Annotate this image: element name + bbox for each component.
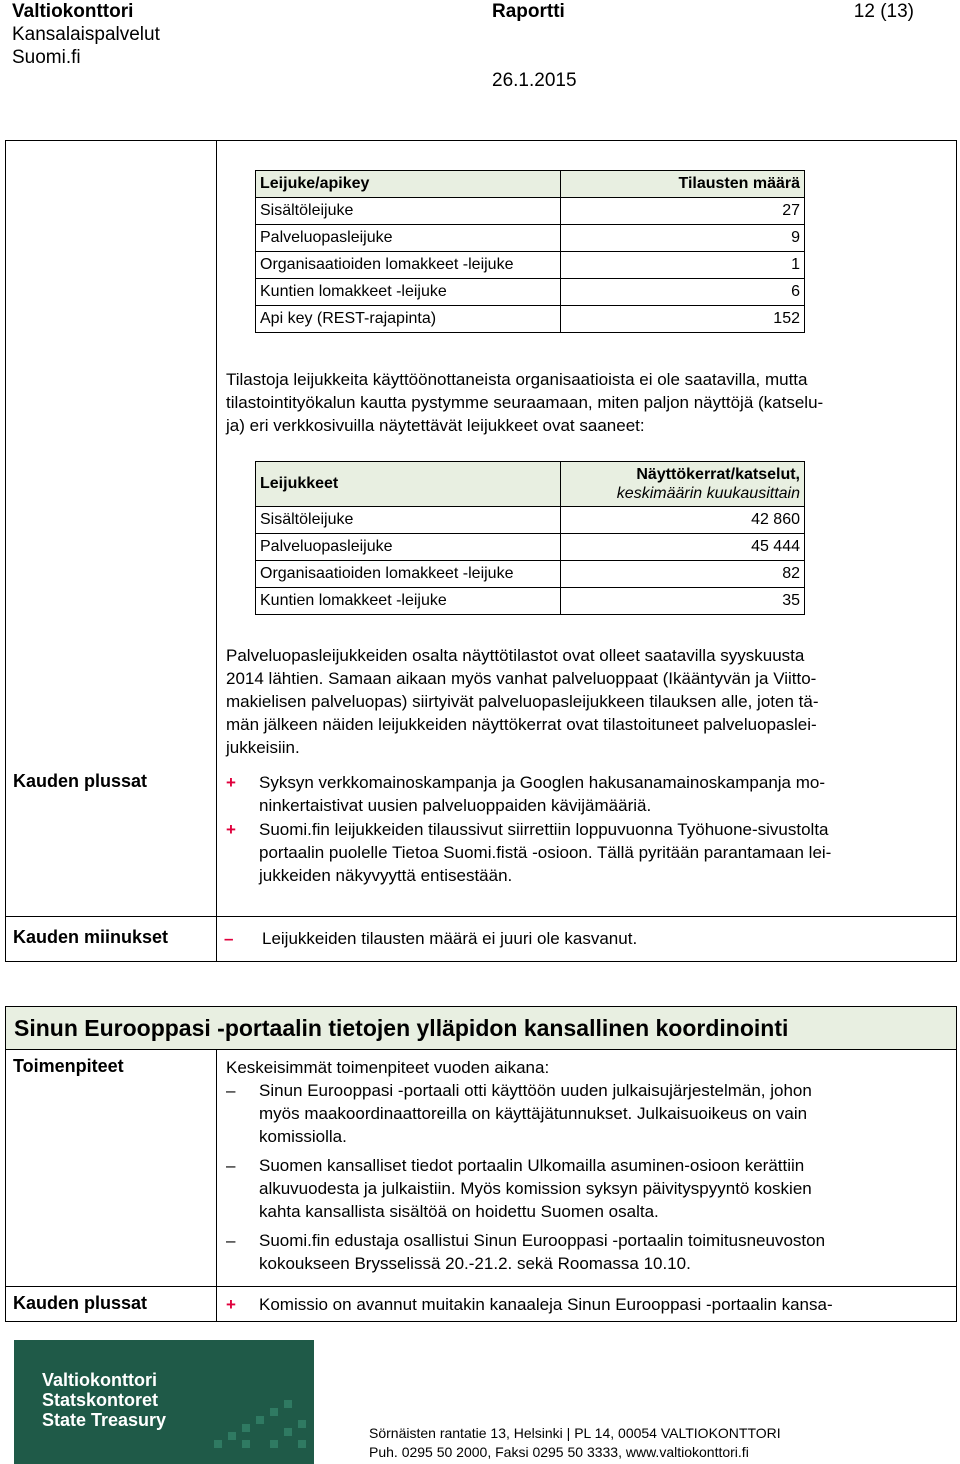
- table-cell: Palveluopasleijuke: [256, 225, 561, 252]
- table-cell: Organisaatioiden lomakkeet -leijuke: [256, 561, 561, 588]
- row-divider: [5, 1286, 957, 1287]
- plus-marker: +: [226, 773, 236, 792]
- table-cell: 6: [561, 279, 805, 306]
- table-row: [256, 225, 805, 252]
- logo-line: Statskontoret: [42, 1390, 159, 1410]
- table-cell: 82: [561, 561, 805, 588]
- table-cell: 27: [561, 198, 805, 225]
- table-cell: Sisältöleijuke: [256, 507, 561, 534]
- text-line: kahta kansallista sisältöä on hoidettu Suomen osalta.: [259, 1202, 659, 1221]
- table-cell: Kuntien lomakkeet -leijuke: [256, 588, 561, 615]
- header-line: Näyttökerrat/katselut,: [636, 466, 800, 483]
- dash-marker: –: [226, 1231, 236, 1250]
- page-number: 12 (13): [853, 1, 914, 22]
- text-line: ninkertaistivat uusien palveluoppaiden kävijämääriä.: [259, 796, 652, 815]
- text-line: Suomi.fin edustaja osallistui Sinun Eurooppasi -portaalin toimitusneuvoston: [259, 1231, 826, 1250]
- dash-marker: –: [226, 1081, 236, 1100]
- text-line: myös maakoordinaattoreilla on käyttäjätunnukset. Julkaisuoikeus on vain: [259, 1104, 808, 1123]
- palveluopas-paragraph: [226, 644, 819, 759]
- table-header-cell: Tilausten määrä: [561, 171, 805, 198]
- plus-text: Komissio on avannut muitakin kanaaleja Sinun Eurooppasi -portaalin kansa-: [259, 1295, 833, 1314]
- plussat-label: Kauden plussat: [13, 771, 148, 791]
- stats-paragraph: [226, 368, 823, 437]
- text-line: alkuvuodesta ja julkaistiin. Myös komission syksyn päivityspyyntö koskien: [259, 1179, 812, 1198]
- table-cell: Palveluopasleijuke: [256, 534, 561, 561]
- table-row: [256, 588, 805, 615]
- header-line: keskimäärin kuukausittain: [616, 485, 800, 502]
- action-item: [226, 1154, 812, 1223]
- miinukset-label: Kauden miinukset: [13, 927, 169, 947]
- org-name: Valtiokonttori: [12, 1, 134, 22]
- subscriptions-table: [255, 170, 805, 333]
- column-divider: [216, 1049, 217, 1322]
- plus-item: [226, 818, 831, 887]
- doc-type: Raportti: [492, 1, 565, 22]
- logo-line: State Treasury: [42, 1410, 167, 1430]
- minus-marker: –: [224, 929, 234, 948]
- section-title: Sinun Eurooppasi -portaalin tietojen ylläpidon kansallinen koordinointi: [5, 1006, 957, 1050]
- unit-name: Kansalaispalvelut: [12, 24, 160, 45]
- table-row: [256, 306, 805, 333]
- plus-item: [226, 771, 825, 817]
- text-line: jukkeisiin.: [226, 738, 300, 757]
- logo-text: [42, 1370, 166, 1430]
- logo-line: Valtiokonttori: [42, 1370, 158, 1390]
- valtiokonttori-logo: [14, 1340, 314, 1464]
- column-divider: [216, 140, 217, 962]
- text-line: kokoukseen Brysselissä 20.-21.2. sekä Roomassa 10.10.: [259, 1254, 691, 1273]
- table-cell: 152: [561, 306, 805, 333]
- table-row: [256, 507, 805, 534]
- table-row: [256, 561, 805, 588]
- dash-marker: –: [226, 1156, 236, 1175]
- minus-text: Leijukkeiden tilausten määrä ei juuri ole kasvanut.: [262, 929, 638, 948]
- table-header-row: [256, 462, 805, 507]
- row-divider: [5, 916, 957, 917]
- table-cell: 45 444: [561, 534, 805, 561]
- text-line: komissiolla.: [259, 1127, 347, 1146]
- footer-contact: Puh. 0295 50 2000, Faksi 0295 50 3333, www.valtiokonttori.fi: [369, 1444, 749, 1460]
- text-line: ja) eri verkkosivuilla näytettävät leijukkeet ovat saaneet:: [226, 416, 645, 435]
- plus-marker: +: [226, 1295, 236, 1314]
- plussat-label: Kauden plussat: [13, 1293, 148, 1313]
- table-header-cell: Leijuke/apikey: [256, 171, 561, 198]
- table-cell: Api key (REST-rajapinta): [256, 306, 561, 333]
- table-cell: 1: [561, 252, 805, 279]
- table-header-cell: Leijukkeet: [256, 462, 561, 507]
- text-line: jukkeiden näkyvyyttä entisestään.: [259, 866, 513, 885]
- table-row: [256, 198, 805, 225]
- table-cell: 42 860: [561, 507, 805, 534]
- text-line: Sinun Eurooppasi -portaali otti käyttöön uuden julkaisujärjestelmän, johon: [259, 1081, 812, 1100]
- text-line: män jälkeen näiden leijukkeiden näyttökerrat ovat tilastoituneet palveluopaslei-: [226, 715, 817, 734]
- footer-address: Sörnäisten rantatie 13, Helsinki | PL 14, 00054 VALTIOKONTTORI: [369, 1425, 781, 1441]
- table-cell: Organisaatioiden lomakkeet -leijuke: [256, 252, 561, 279]
- table-cell: 35: [561, 588, 805, 615]
- text-line: tilastointityökalun kautta pystymme seuraamaan, miten paljon näyttöjä (katselu-: [226, 393, 824, 412]
- table-row: [256, 279, 805, 306]
- table-cell: 9: [561, 225, 805, 252]
- text-line: Suomen kansalliset tiedot portaalin Ulkomailla asuminen-osioon kerättiin: [259, 1156, 805, 1175]
- text-line: Tilastoja leijukkeita käyttöönottaneista organisaatioista ei ole saatavilla, mutta: [226, 370, 808, 389]
- table-row: [256, 534, 805, 561]
- text-line: Palveluopasleijukkeiden osalta näyttötilastot ovat olleet saatavilla syyskuusta: [226, 646, 805, 665]
- header-left: [12, 0, 160, 69]
- site-name: Suomi.fi: [12, 47, 81, 68]
- table-row: [256, 252, 805, 279]
- table-header-row: [256, 171, 805, 198]
- table-cell: Kuntien lomakkeet -leijuke: [256, 279, 561, 306]
- text-line: Suomi.fin leijukkeiden tilaussivut siirrettiin loppuvuonna Työhuone-sivustolta: [259, 820, 829, 839]
- toimenpiteet-label: Toimenpiteet: [13, 1056, 124, 1076]
- text-line: 2014 lähtien. Samaan aikaan myös vanhat palveluoppaat (Ikääntyvän ja Viitto-: [226, 669, 817, 688]
- text-line: Syksyn verkkomainoskampanja ja Googlen hakusanamainoskampanja mo-: [259, 773, 826, 792]
- text-line: portaalin puolelle Tietoa Suomi.fistä -osioon. Tällä pyritään parantamaan lei-: [259, 843, 832, 862]
- plus-marker: +: [226, 820, 236, 839]
- table-cell: Sisältöleijuke: [256, 198, 561, 225]
- doc-date: 26.1.2015: [492, 70, 577, 91]
- action-item: [226, 1079, 812, 1148]
- table-header-cell: [561, 462, 805, 507]
- action-item: [226, 1229, 825, 1275]
- toimenpiteet-intro: Keskeisimmät toimenpiteet vuoden aikana:: [226, 1058, 550, 1077]
- views-table: [255, 461, 805, 615]
- text-line: makielisen palveluopas) siirtyivät palveluopasleijukkeen tilauksen alle, joten tä-: [226, 692, 819, 711]
